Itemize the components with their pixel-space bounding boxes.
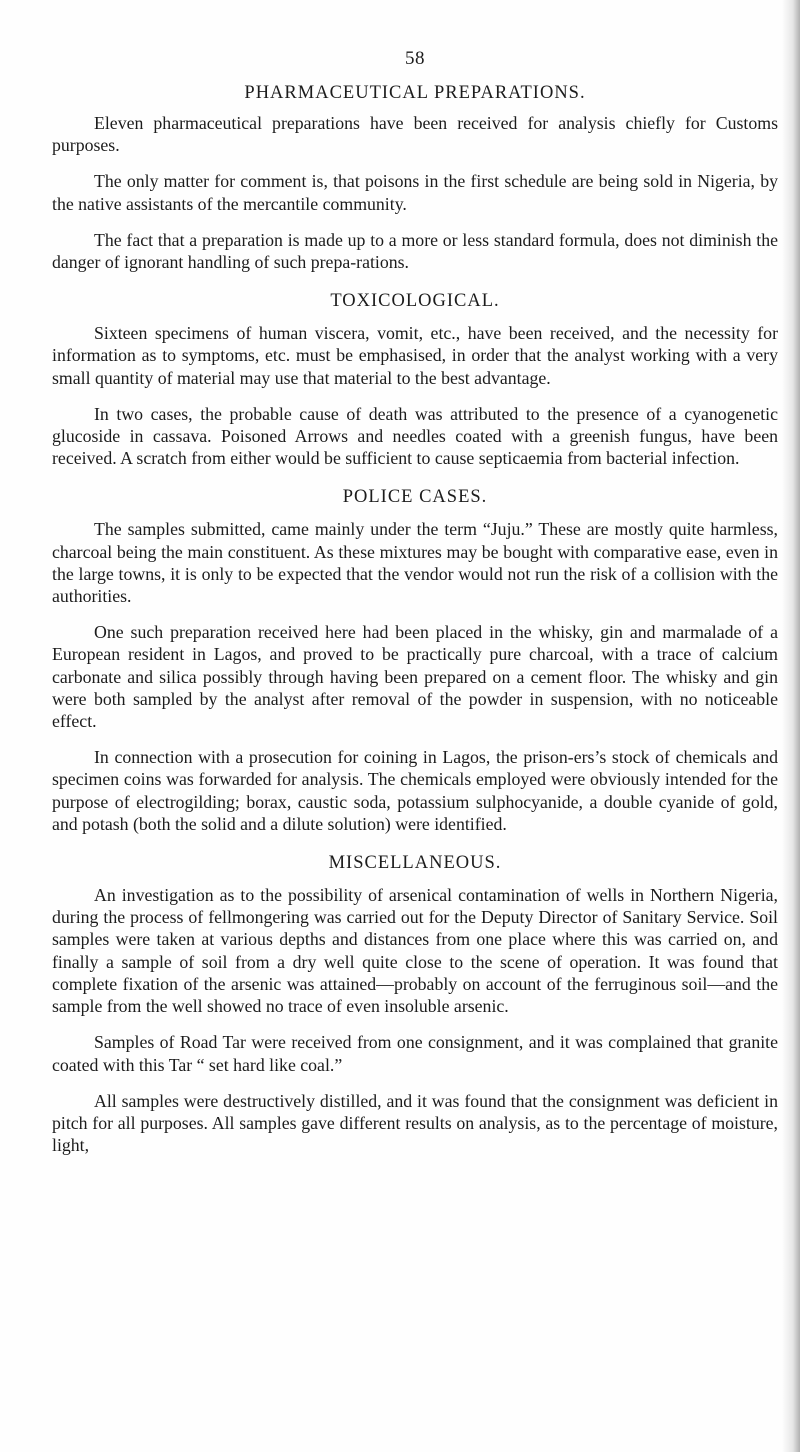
paragraph: Samples of Road Tar were received from one consignment, and it was complained that granite coated with this Tar “ set hard like coal.” (52, 1032, 778, 1075)
paragraph: Eleven pharmaceutical preparations have been received for analysis chiefly for Customs purposes. (52, 113, 778, 156)
paragraph: Sixteen specimens of human viscera, vomit, etc., have been received, and the necessity for information as to symptoms, etc. must be emphasised, in order that the analyst working with a very small quantity of material may use that material to the best advantage. (52, 323, 778, 388)
paragraph: The only matter for comment is, that poisons in the first schedule are being sold in Nigeria, by the native assistants of the mercantile community. (52, 171, 778, 214)
section-heading-pharmaceutical: PHARMACEUTICAL PREPARATIONS. (244, 83, 586, 103)
paragraph: The fact that a preparation is made up to a more or less standard formula, does not diminish the danger of ignorant handling of such prepa-rations. (52, 229, 778, 273)
paragraph: In two cases, the probable cause of death was attributed to the presence of a cyanogenetic glucoside in cassava. Poisoned Arrows and needles coated with a greenish fungus, have been received. A scratch from either would be sufficient to cause septicaemia from bacterial infection. (52, 403, 778, 469)
paragraph: The samples submitted, came mainly under the term “Juju.” These are mostly quite harmless, charcoal being the main constituent. As these mixtures may be bought with comparative ease, even in the large towns, it is only to be expected that the vendor would not run the risk of a collision with the authorities. (52, 519, 778, 607)
page-content (52, 48, 778, 1170)
paragraph: One such preparation received here had been placed in the whisky, gin and marmalade of a European resident in Lagos, and proved to be practically pure charcoal, with a trace of calcium carbonate and silica possibly through having been prepared on a cement floor. The whisky and gin were both sampled by the analyst after removal of the powder in suspension, with no noticeable effect. (52, 622, 778, 732)
section-heading-police-cases: POLICE CASES. (342, 487, 488, 508)
paragraph: An investigation as to the possibility of arsenical contamination of wells in Northern Nigeria, during the process of fellmongering was carried out for the Deputy Director of Sanitary Service. Soil samples were taken at various depths and distances from one place where this was carried on, and finally a sample of soil from a dry well quite close to the scene of operation. It was found that complete fixation of the arsenic was attained—probably on account of the ferruginous soil—and the sample from the well showed no trace of even insoluble arsenic. (52, 885, 778, 1017)
page-edge-shadow (782, 0, 800, 1452)
paragraph: In connection with a prosecution for coining in Lagos, the prison-ers’s stock of chemicals and specimen coins was forwarded for analysis. The chemicals employed were obviously intended for the purpose of electrogilding; borax, caustic soda, potassium sulphocyanide, a double cyanide of gold, and potash (both the solid and a dilute solution) were identified. (52, 747, 778, 834)
section-heading-toxicological: TOXICOLOGICAL. (330, 291, 500, 312)
paragraph: All samples were destructively distilled, and it was found that the consignment was deficient in pitch for all purposes. All samples gave different results on analysis, as to the percentage of moisture, light, (52, 1090, 778, 1156)
section-heading-miscellaneous: MISCELLANEOUS. (328, 853, 502, 874)
page-number: 58 (405, 48, 425, 69)
